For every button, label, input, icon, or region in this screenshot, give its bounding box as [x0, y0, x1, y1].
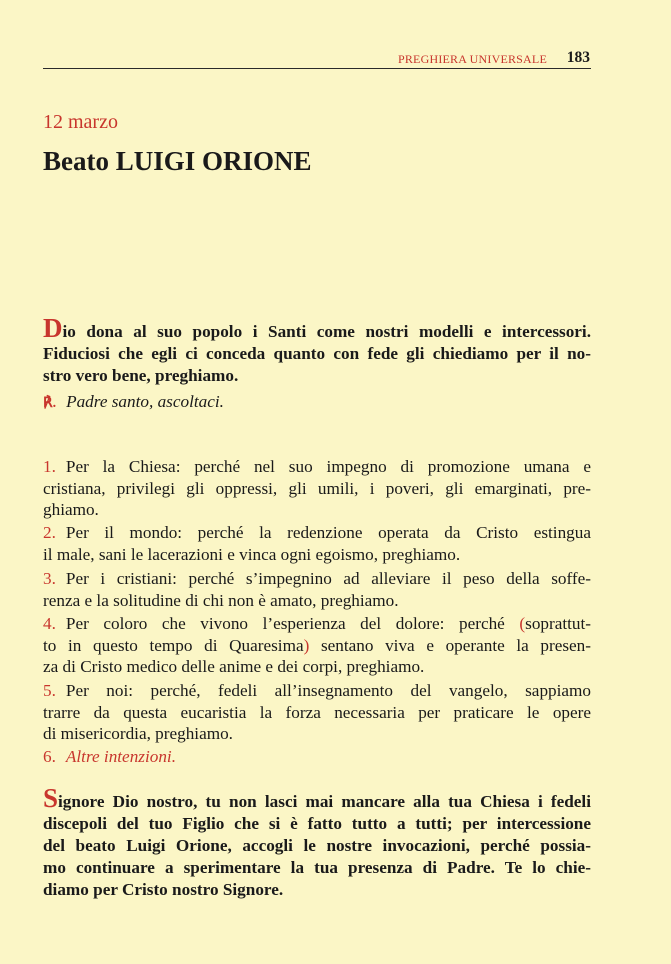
intention-4: 4. Per coloro che vivono l’esperienza del dolore: perché (soprattut- to in questo tempo di Quaresima) sentano viva e operante la presen- za di Cristo medico delle anime e dei corpi, preghiamo.: [43, 614, 592, 676]
section-title: PREGHIERA UNIVERSALE: [397, 52, 547, 66]
running-header: [43, 48, 591, 69]
page-number: 183: [566, 49, 590, 66]
intention-2: 2. Per il mondo: perché la redenzione operata da Cristo estingua il male, sani le lacerazioni e vinca ogni egoismo, preghiamo.: [43, 523, 591, 564]
intention-1: 1. Per la Chiesa: perché nel suo impegno di promozione umana e cristiana, privilegi gli oppressi, gli umili, i poveri, gli emarginati, pre- ghiamo.: [43, 457, 591, 519]
introduction-paragraph: Dio dona al suo popolo i Santi come nostri modelli e intercessori. Fiduciosi che egli ci conceda quanto con fede gli chiediamo per il no- stro vero bene, preghiamo.: [43, 313, 591, 385]
intention-6: 6. Altre intenzioni.: [43, 747, 177, 766]
intention-3: 3. Per i cristiani: perché s’impegnino ad alleviare il peso della soffe- renza e la solitudine di chi non è amato, preghiamo.: [43, 569, 591, 610]
response-text: Padre santo, ascoltaci.: [66, 392, 224, 411]
feast-date: 12 marzo: [43, 111, 118, 133]
response-symbol: ℟.: [43, 396, 57, 411]
page-title: Beato LUIGI ORIONE: [43, 146, 312, 176]
intention-5: 5. Per noi: perché, fedeli all’insegnamento del vangelo, sappiamo trarre da questa eucaristia la forza necessaria per praticare le opere di misericordia, preghiamo.: [43, 681, 591, 743]
intro-initial: D: [43, 313, 63, 343]
closing-prayer: Signore Dio nostro, tu non lasci mai mancare alla tua Chiesa i fedeli discepoli del tuo Figlio che si è fatto tutto a tutti; per intercessione del beato Luigi Orione, accogli le nostre invocazioni, perché possia- mo continuare a sperimentare la tua presenza di Padre. Te lo chie- diamo per Cristo nostro Signore.: [43, 783, 591, 899]
response-line: [43, 392, 224, 412]
closing-initial: S: [43, 783, 59, 813]
